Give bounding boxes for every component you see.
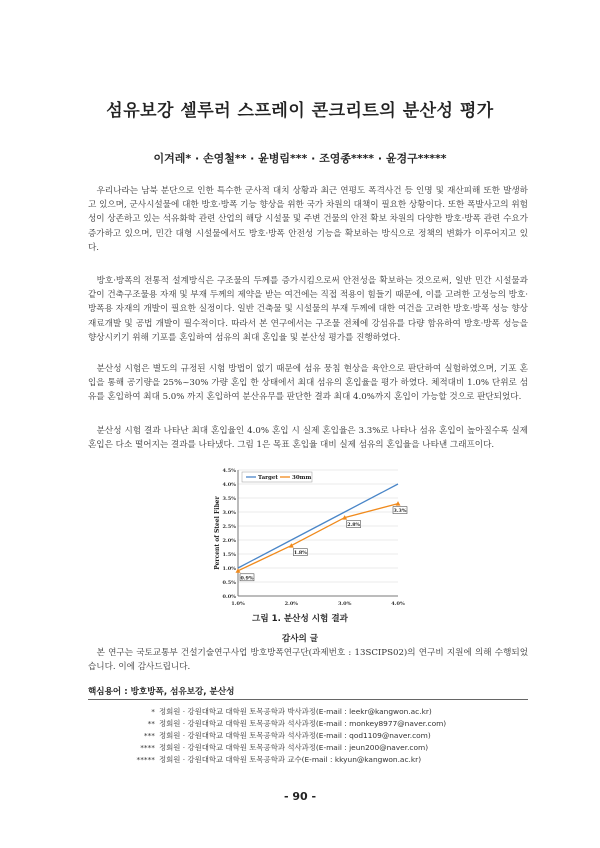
footnote-divider	[88, 699, 528, 700]
footnote-4	[88, 742, 528, 754]
ack-title: 감사의 글	[281, 634, 319, 644]
footnote-text: 정회원 · 강원대학교 대학원 토목공학과 석사과정(E-mail : monkey8977@naver.com)	[159, 719, 447, 728]
body-paragraph-2	[88, 274, 528, 345]
body-paragraph-4	[88, 424, 528, 452]
y-tick-label: 0.0%	[222, 594, 236, 600]
legend-label: 30mm	[292, 475, 312, 481]
y-tick-label: 2.5%	[222, 524, 236, 530]
footnote-mark: *****	[136, 755, 155, 764]
series-line-30mm	[238, 504, 398, 571]
figure-caption: 그림 1. 분산성 시험 결과	[252, 614, 348, 624]
x-tick-label: 1.0%	[231, 601, 245, 607]
footnote-text: 정회원 · 강원대학교 대학원 토목공학과 석사과정(E-mail : qod1109@naver.com)	[159, 731, 431, 740]
y-tick-label: 0.5%	[222, 580, 236, 586]
y-tick-label: 3.5%	[222, 496, 236, 502]
y-tick-label: 1.0%	[222, 566, 236, 572]
data-label: 0.9%	[240, 575, 254, 582]
dispersion-chart	[210, 464, 410, 614]
data-label: 1.8%	[293, 550, 307, 557]
footnote-text: 정회원 · 강원대학교 대학원 토목공학과 박사과정(E-mail : leekr@kangwon.ac.kr)	[159, 707, 432, 716]
footnote-mark: ****	[140, 743, 155, 752]
body-paragraph-1	[88, 184, 528, 255]
footnote-text: 정회원 · 강원대학교 대학원 토목공학과 교수(E-mail : kkyun@kangwon.ac.kr)	[159, 755, 422, 764]
footnote-5	[88, 754, 528, 766]
paragraph-text: 우리나라는 남북 분단으로 인한 특수한 군사적 대치 상황과 최근 연평도 폭격사건 등 인명 및 재산피해 또한 발생하고 있으며, 군사시설물에 대한 방호·방폭 기능 향상을 위한 국가 차원의 대책이 필요한 상황이다. 또한 폭발사고의 위험성이 상존하고 있는 석유화학 관련 산업의 해당 시설물 및 주변 건물의 안전 확보 차원의 다양한 방호·방폭 관련 수요가 증가하고 있으며, 민간 대형 시설물에서도 방호·방폭 안전성 기능을 확보하는 방식으로 정책의 변화가 이루어지고 있다.	[88, 186, 528, 253]
ack-paragraph	[88, 646, 528, 674]
footnote-mark: ***	[143, 731, 155, 740]
x-tick-label: 2.0%	[284, 601, 299, 607]
body-paragraph-3	[88, 362, 528, 405]
y-tick-label: 2.0%	[222, 538, 236, 544]
footnote-2	[88, 718, 528, 730]
figure-1	[210, 464, 410, 614]
keywords: 핵심용어 : 방호방폭, 섬유보강, 분산성	[88, 687, 235, 697]
page-number: - 90 -	[283, 790, 317, 803]
footnote-3	[88, 730, 528, 742]
data-point-marker	[396, 501, 401, 506]
paragraph-text: 분산성 시험 결과 나타난 최대 혼입율인 4.0% 혼입 시 실제 혼입율은 3.3%로 나타나 섬유 혼입이 높아질수록 실제 혼입은 다소 떨어지는 결과를 나타냈다. 그림 1은 목표 혼입율 대비 실제 섬유의 혼입율을 나타낸 그래프이다.	[88, 426, 528, 451]
paper-title: 섬유보강 셀루러 스프레이 콘크리트의 분산성 평가	[106, 101, 494, 121]
legend-label: Target	[258, 475, 278, 481]
data-label: 3.3%	[393, 508, 407, 515]
y-tick-label: 1.5%	[222, 552, 236, 558]
x-tick-label: 3.0%	[337, 601, 352, 607]
y-tick-label: 4.5%	[222, 468, 236, 474]
author-list: 이겨레* · 손영철** · 윤병림*** · 조영종**** · 윤경구*****	[153, 152, 447, 165]
paragraph-text: 분산성 시험은 별도의 규정된 시험 방법이 없기 때문에 섬유 뭉침 현상을 육안으로 판단하여 실험하였으며, 기포 혼입을 통해 공기량을 25%~30% 가량 혼입 한 상태에서 최대 섬유의 혼입율을 평가 하였다. 체적대비 1.0% 단위로 섬유를 혼입하여 최대 5.0% 까지 혼입하여 분산유무를 판단한 결과 최대 4.0%까지 혼입이 가능할 것으로 판단되었다.	[88, 364, 528, 403]
data-label: 2.8%	[347, 522, 361, 529]
paragraph-text: 방호·방폭의 전통적 설계방식은 구조물의 두께를 증가시킴으로써 안전성을 확보하는 것으로써, 일반 민간 시설물과 같이 건축구조물용 자재 및 부재 두께의 제약을 받는 여건에는 직접 적용이 힘들기 때문에, 이를 고려한 고성능의 방호·방폭용 자재의 개발이 필요한 실정이다. 일반 건축물 및 시설물의 부재 두께에 대한 여건을 고려한 방호·방폭 성능 향상 재료개발 및 공법 개발이 필수적이다. 따라서 본 연구에서는 구조물 전체에 강섬유를 다량 함유하여 방호·방폭 성능을 향상시키기 위해 기포를 혼입하여 섬유의 최대 혼입율 및 분산성 평가를 진행하였다.	[88, 276, 528, 343]
footnote-mark: **	[147, 719, 155, 728]
y-tick-label: 3.0%	[222, 510, 236, 516]
footnote-mark: *	[151, 707, 155, 716]
y-tick-label: 4.0%	[222, 482, 236, 488]
x-tick-label: 4.0%	[391, 601, 405, 607]
footnote-1	[88, 706, 528, 718]
ack-text: 본 연구는 국토교통부 건설기술연구사업 방호방폭연구단(과제번호 : 13SCIPS02)의 연구비 지원에 의해 수행되었습니다. 이에 감사드립니다.	[88, 648, 528, 673]
y-axis-label: Percent of Steel Fiber	[214, 496, 221, 570]
footnote-text: 정회원 · 강원대학교 대학원 토목공학과 석사과정(E-mail : jeun200@naver.com)	[159, 743, 429, 752]
